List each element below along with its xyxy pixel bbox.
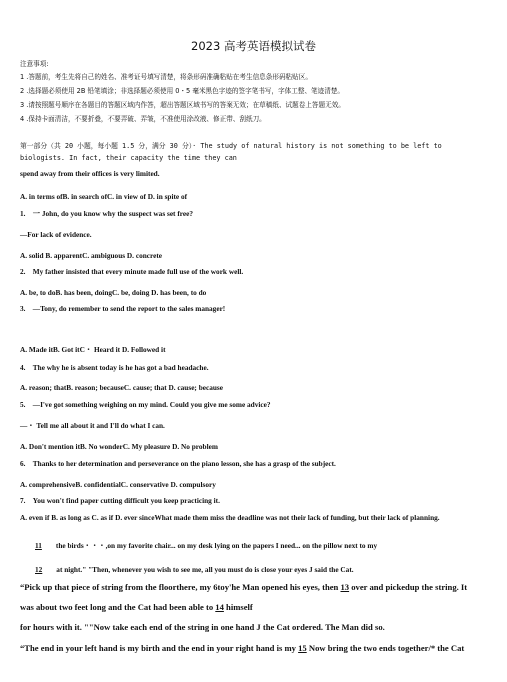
passage-text: at night." "Then, whenever you wish to see me, all you must do is close your eyes J said the Cat. xyxy=(56,565,354,574)
notice-item: 2 .选择题必须使用 2B 铅笔填涂；非选择题必须使用 0・5 毫米黑色字迹的签字笔书写，字体工整、笔迹清楚。 xyxy=(20,87,345,95)
question-6-options: A. comprehensiveB. confidentialC. conservative D. compulsory xyxy=(20,480,216,489)
section-intro-cont: biologists. In fact, their capacity the time they can xyxy=(20,154,237,162)
passage-text: “The end in your left hand is my birth and the end in your right xyxy=(20,643,254,653)
question-5-options: A. Don't mention itB. No wonderC. My pleasure D. No problem xyxy=(20,442,218,451)
passage-text: was about two feet long and the Cat had been able to xyxy=(20,602,214,612)
notice-heading: 注意事项: xyxy=(20,60,49,68)
question-7-stem: 7. You won't find paper cutting difficult you keep practicing it. xyxy=(20,496,220,505)
passage-text: the birds・・・,on my favorite chair... on my desk lying on the papers I need... on the pillow next to my xyxy=(55,541,378,550)
passage-line-12 xyxy=(35,565,354,574)
passage-line-11 xyxy=(35,541,377,550)
question-7-options: A. even if B. as long as C. as if D. ever sinceWhat made them miss the deadline was not their lack of funding, but their lack of planning. xyxy=(20,513,440,522)
question-2-options: A. be, to doB. has been, doingC. be, doing D. has been, to do xyxy=(20,288,207,297)
page-title: 2023 高考英语模拟试卷 xyxy=(191,39,316,53)
blank-14: 14 xyxy=(215,602,224,612)
question-1-reply: —For lack of evidence. xyxy=(20,230,92,239)
question-0-options: A. in terms ofB. in search ofC. in view of D. in spite of xyxy=(20,192,188,201)
blank-15: 15 xyxy=(298,643,307,653)
notice-item: 1 .答题前，考生先将自己的姓名、准考证号填写清楚，将条形码准确粘贴在考生信息条形码粘贴区。 xyxy=(20,73,312,81)
section-intro: 第一部分（共 20 小题，每小题 1.5 分，满分 30 分）· The study of natural history is not something to be left to xyxy=(20,142,442,150)
question-4-options: A. reason; thatB. reason; becauseC. cause; that D. cause; because xyxy=(20,383,224,392)
passage-text: “Pick up that piece of string from the floorthere, my 6toy'he Man opened his eyes, then xyxy=(20,582,339,592)
blank-13: 13 xyxy=(340,582,350,592)
question-5-reply: —・ Tell me all about it and I'll do what I can. xyxy=(20,421,165,430)
passage-text: Now bring the two ends together/* the Cat xyxy=(308,643,465,653)
question-1-stem: 1. 一 John, do you know why the suspect was set free? xyxy=(20,209,193,218)
passage-line-15: for hours with it. ""Now take each end of the string in one hand J the Cat ordered. The Man did so. xyxy=(20,622,385,632)
question-3-stem: 3. —Tony, do remember to send the report to the sales manager! xyxy=(20,304,226,313)
passage-text: hand is my xyxy=(255,643,296,653)
question-5-stem: 5. —I've got something weighing on my mind. Could you give me some advice? xyxy=(20,400,271,409)
question-2-stem: 2. My father insisted that every minute made full use of the work well. xyxy=(20,267,244,276)
passage-line-14 xyxy=(20,603,253,612)
notice-item: 3 .请按照题号顺序在各题目的答题区域内作答，超出答题区域书写的答案无效；在草稿纸、试题卷上答题无效。 xyxy=(20,101,345,109)
question-1-options: A. solid B. apparentC. ambiguous D. concrete xyxy=(20,251,163,260)
question-3-options: A. Made itB. Got itC・ Heard it D. Followed it xyxy=(20,345,166,354)
blank-11: 11 xyxy=(35,541,42,550)
passage-text: himself xyxy=(226,602,253,612)
passage-text: over and pickedup the string. It xyxy=(351,582,468,592)
blank-12: 12 xyxy=(35,565,43,574)
passage-line-16 xyxy=(20,644,464,653)
question-6-stem: 6. Thanks to her determination and perseverance on the piano lesson, she has a grasp of the subject. xyxy=(20,459,336,468)
notice-item: 4 .保持卡面清洁，不要折叠，不要弄破、弄皱，不准使用涂改液、修正带、刮纸刀。 xyxy=(20,115,266,123)
question-0-stem: spend away from their offices is very limited. xyxy=(20,169,160,178)
question-4-stem: 4. The why he is absent today is he has got a bad headache. xyxy=(20,363,209,372)
passage-line-13 xyxy=(20,583,467,592)
